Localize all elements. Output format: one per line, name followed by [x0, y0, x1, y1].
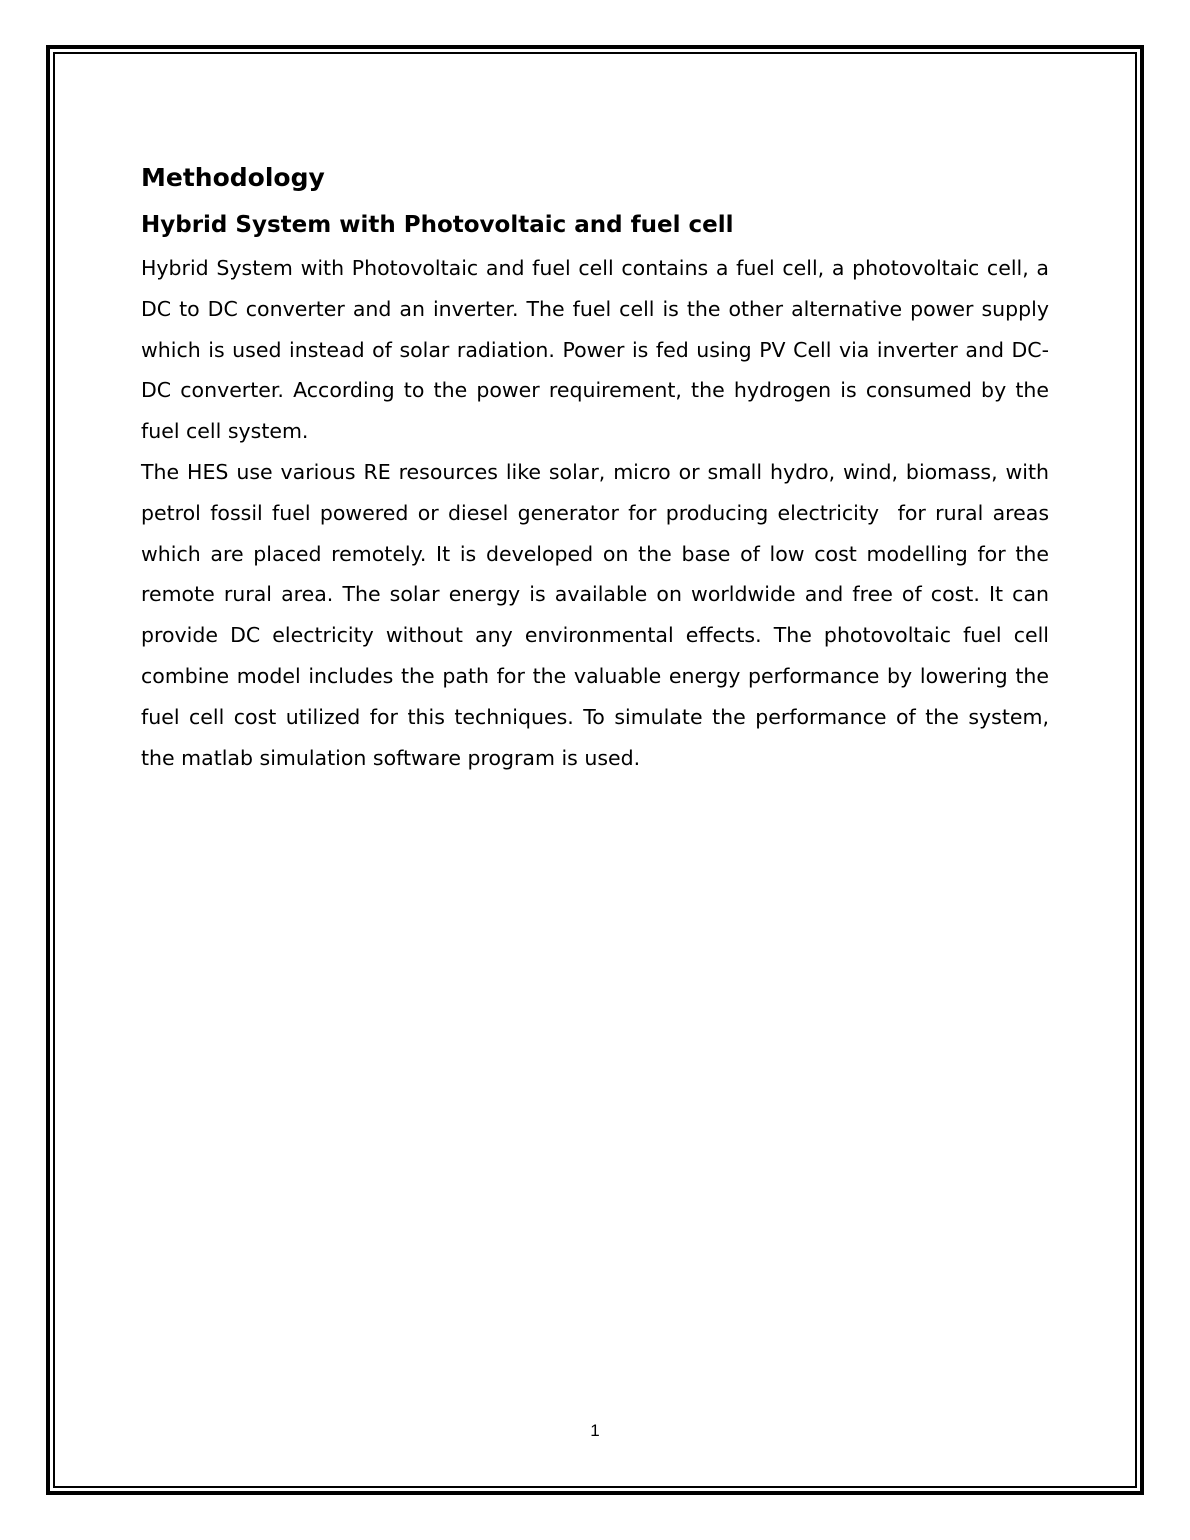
- document-body: [141, 160, 1056, 778]
- page-number: 1: [590, 1421, 600, 1440]
- section-heading: Methodology: [141, 163, 325, 192]
- paragraph-2: The HES use various RE resources like solar, micro or small hydro, wind, biomass, with petrol fossil fuel powered or diesel generator for producing electricity for rural areas which are placed remotely. It is developed on the base of low cost modelling for the remote rural area. The solar energy is available on worldwide and free of cost. It can provide DC electricity without any environmental effects. The photovoltaic fuel cell combine model includes the path for the valuable energy performance by lowering the fuel cell cost utilized for this techniques. To simulate the performance of the system, the matlab simulation software program is used.: [141, 459, 1056, 770]
- paragraph-1: Hybrid System with Photovoltaic and fuel cell contains a fuel cell, a photovoltaic cell, a DC to DC converter and an inverter. The fuel cell is the other alternative power supply which is used instead of solar radiation. Power is fed using PV Cell via inverter and DC-DC converter. According to the power requirement, the hydrogen is consumed by the fuel cell system.: [141, 256, 1056, 444]
- subsection-heading: Hybrid System with Photovoltaic and fuel cell: [141, 212, 734, 238]
